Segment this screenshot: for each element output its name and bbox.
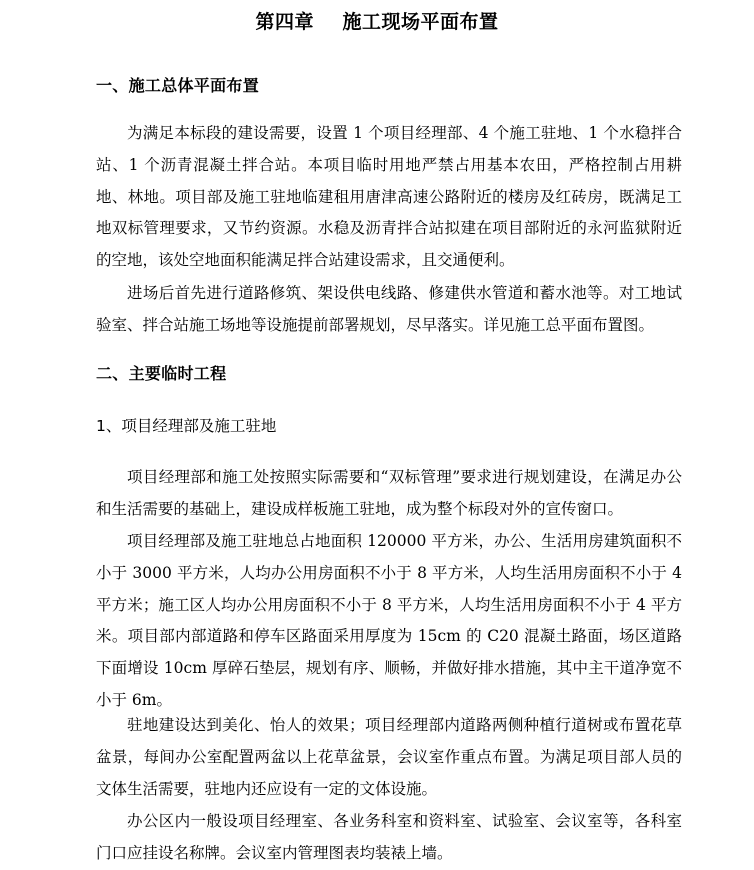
paragraph-standardization: 项目经理部和施工处按照实际需要和“双标管理”要求进行规划建设，在满足办公和生活需要的基础上，建设成样板施工驻地，成为整个标段对外的宣传窗口。: [96, 468, 682, 518]
paragraph-construction-needs: 为满足本标段的建设需要，设置 1 个项目经理部、4 个施工驻地、1 个水稳拌合站、1 个沥青混凝土拌合站。本项目临时用地严禁占用基本农田，严格控制占用耕地、林地。项目部及施工驻地临建租用唐津高速公路附近的楼房及红砖房，既满足工地双标管理要求，又节约资源。水稳及沥青拌合站拟建在项目部附近的永河监狱附近的空地，该处空地面积能满足拌合站建设需求，且交通便利。: [96, 124, 682, 270]
paragraph-area-requirements: 项目经理部及施工驻地总占地面积 120000 平方米，办公、生活用房建筑面积不小于 3000 平方米，人均办公用房面积不小于 8 平方米，人均生活用房面积不小于 4平方米；施工区人均办公用房面积不小于 8 平方米，人均生活用房面积不小于 4 平方米。项目部内部道路和停车区路面采用厚度为 15cm 的 C20 混凝土路面，场区道路下面增设 10cm 厚碎石垫层，规划有序、顺畅，并做好排水措施，其中主干道净宽不小于 6m。: [96, 532, 682, 709]
subsection-heading-project-office: 1、项目经理部及施工驻地: [96, 417, 277, 435]
paragraph-site-preparation: 进场后首先进行道路修筑、架设供电线路、修建供水管道和蓄水池等。对工地试验室、拌合站施工场地等设施提前部署规划，尽早落实。详见施工总平面布置图。: [96, 284, 682, 334]
section-heading-overall-layout: 一、施工总体平面布置: [96, 76, 260, 95]
paragraph-office-rooms: 办公区内一般设项目经理室、各业务科室和资料室、试验室、会议室等，各科室门口应挂设名称牌。会议室内管理图表均装裱上墙。: [96, 812, 682, 862]
section-heading-temporary-works: 二、主要临时工程: [96, 364, 227, 383]
chapter-title: 第四章 施工现场平面布置: [255, 11, 499, 33]
paragraph-landscaping: 驻地建设达到美化、怡人的效果；项目经理部内道路两侧种植行道树或布置花草盆景，每间办公室配置两盆以上花草盆景，会议室作重点布置。为满足项目部人员的文体生活需要，驻地内还应设有一定的文体设施。: [96, 716, 682, 798]
